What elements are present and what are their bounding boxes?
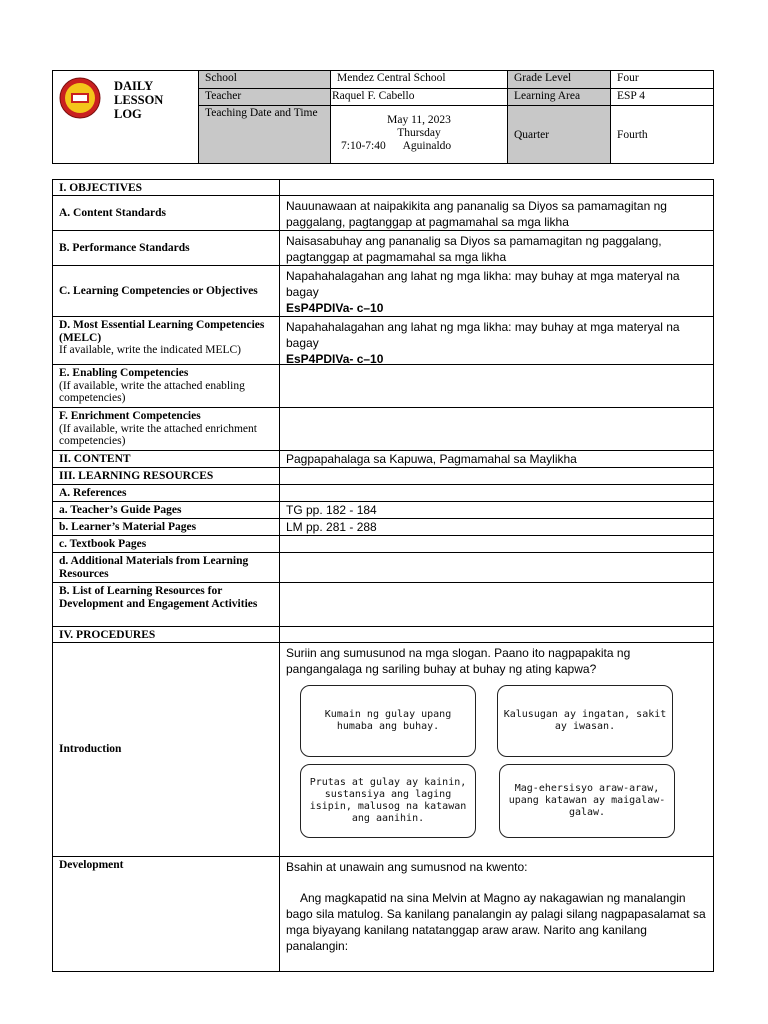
teachers-guide-value: TG pp. 182 - 184 [286,503,377,517]
logo-cell [53,71,199,163]
slogan-text: Prutas at gulay ay kainin, sustansiya ang laging isipin, malusog na katawan ang aanihin. [309,777,467,824]
development-intro: Bsahin at unawain ang sumusnod na kwento: [286,860,528,874]
learners-material-value: LM pp. 281 - 288 [286,520,377,534]
slogan-text: Mag-ehersisyo araw-araw, upang katawan ay maigalaw-galaw. [508,783,666,818]
enrichment-competencies-note: (If available, write the attached enrichment competencies) [59,422,257,447]
grade-level-label: Grade Level [507,71,610,88]
additional-materials-label: d. Additional Materials from Learning Resources [59,555,249,580]
slogan-card [499,764,675,838]
header-table [52,70,714,164]
learning-resources-row [53,468,713,485]
learning-competencies-label: C. Learning Competencies or Objectives [59,284,258,297]
school-label: School [198,71,330,88]
development-label: Development [59,859,124,871]
date-text: May 11, 2023 [387,114,451,126]
content-standards-row [53,196,713,231]
references-row [53,485,713,502]
learning-competencies-row [53,266,713,317]
additional-materials-row [53,553,713,583]
content-row [53,451,713,468]
quarter-value: Fourth [610,105,713,163]
time-text: 7:10-7:40 [341,140,386,152]
enabling-competencies-label: E. Enabling Competencies [59,367,189,379]
section-text: Aguinaldo [402,140,452,152]
introduction-row [53,643,713,857]
teaching-date-label: Teaching Date and Time [198,105,330,163]
list-resources-row [53,583,713,627]
deped-seal-icon [59,77,101,119]
procedures-label: IV. PROCEDURES [59,629,156,641]
development-row [53,857,713,971]
introduction-text: Suriin ang sumusunod na mga slogan. Paano ito nagpapakita ng pangangalaga ng sariling buhay at buhay ng ating kapwa? [286,646,631,676]
textbook-row [53,536,713,553]
objectives-heading: I. OBJECTIVES [59,182,143,194]
school-value: Mendez Central School [330,71,507,88]
introduction-label: Introduction [59,743,122,756]
melc-label: D. Most Essential Learning Competencies (MELC) [59,319,265,344]
textbook-label: c. Textbook Pages [59,538,147,550]
daily-lesson-log-title: DAILY LESSON LOG [114,79,164,121]
learning-area-value: ESP 4 [610,88,713,105]
performance-standards-row [53,231,713,266]
list-resources-label: B. List of Learning Resources for Development and Engagement Activities [59,585,258,610]
slogan-text: Kumain ng gulay upang humaba ang buhay. [324,709,452,732]
melc-row [53,317,713,365]
enrichment-competencies-row [53,408,713,451]
performance-standards-label: B. Performance Standards [59,241,190,254]
learners-material-row [53,519,713,536]
learners-material-label: b. Learner’s Material Pages [59,521,197,533]
procedures-row [53,627,713,643]
learning-resources-label: III. LEARNING RESOURCES [59,470,214,482]
teaching-date-value [330,105,507,163]
learning-competencies-value: Napahahalagahan ang lahat ng mga likha: may buhay at mga materyal na bagay [286,269,680,299]
slogan-card [300,764,476,838]
learning-area-label: Learning Area [507,88,610,105]
references-label: A. References [59,487,127,499]
teacher-label: Teacher [198,88,330,105]
content-standards-label: A. Content Standards [59,206,167,219]
teachers-guide-label: a. Teacher’s Guide Pages [59,504,182,516]
objectives-row [53,180,713,196]
day-text: Thursday [397,127,441,139]
slogan-card [497,685,673,757]
enabling-competencies-note: (If available, write the attached enabling competencies) [59,379,245,404]
enrichment-competencies-label: F. Enrichment Competencies [59,410,201,422]
learning-competencies-code: EsP4PDIVa- c–10 [286,301,384,315]
enabling-competencies-row [53,365,713,408]
quarter-label: Quarter [507,105,610,163]
melc-value: Napahahalagahan ang lahat ng mga likha: may buhay at mga materyal na bagay [286,320,680,350]
performance-standards-value: Naisasabuhay ang pananalig sa Diyos sa pamamagitan ng paggalang, pagtanggap at pagmamahal sa mga likha [286,234,662,264]
development-story: Ang magkapatid na sina Melvin at Magno ay nakagawian ng manalangin bago sila matulog. Sa kanilang panalangin ay palagi silang nagpapasalamat sa mga biyayang kanilang natatanggap araw araw. Narito ang kanilang panalangin: [286,891,706,953]
time-section-text [337,140,501,153]
slogan-card [300,685,476,757]
grade-level-value: Four [610,71,713,88]
melc-code: EsP4PDIVa- c–10 [286,352,384,366]
lesson-table [52,179,714,972]
introduction-cell [280,643,713,856]
teachers-guide-row [53,502,713,519]
content-label: II. CONTENT [59,453,131,465]
content-standards-value: Nauunawaan at naipakikita ang pananalig sa Diyos sa pamamagitan ng paggalang, pagtanggap at pagmamahal sa mga likha [286,199,667,229]
content-value: Pagpapahalaga sa Kapuwa, Pagmamahal sa Maylikha [286,452,577,466]
teacher-value: Raquel F. Cabello [330,88,507,105]
melc-note: If available, write the indicated MELC) [59,344,242,356]
slogan-text: Kalusugan ay ingatan, sakit ay iwasan. [503,709,667,732]
